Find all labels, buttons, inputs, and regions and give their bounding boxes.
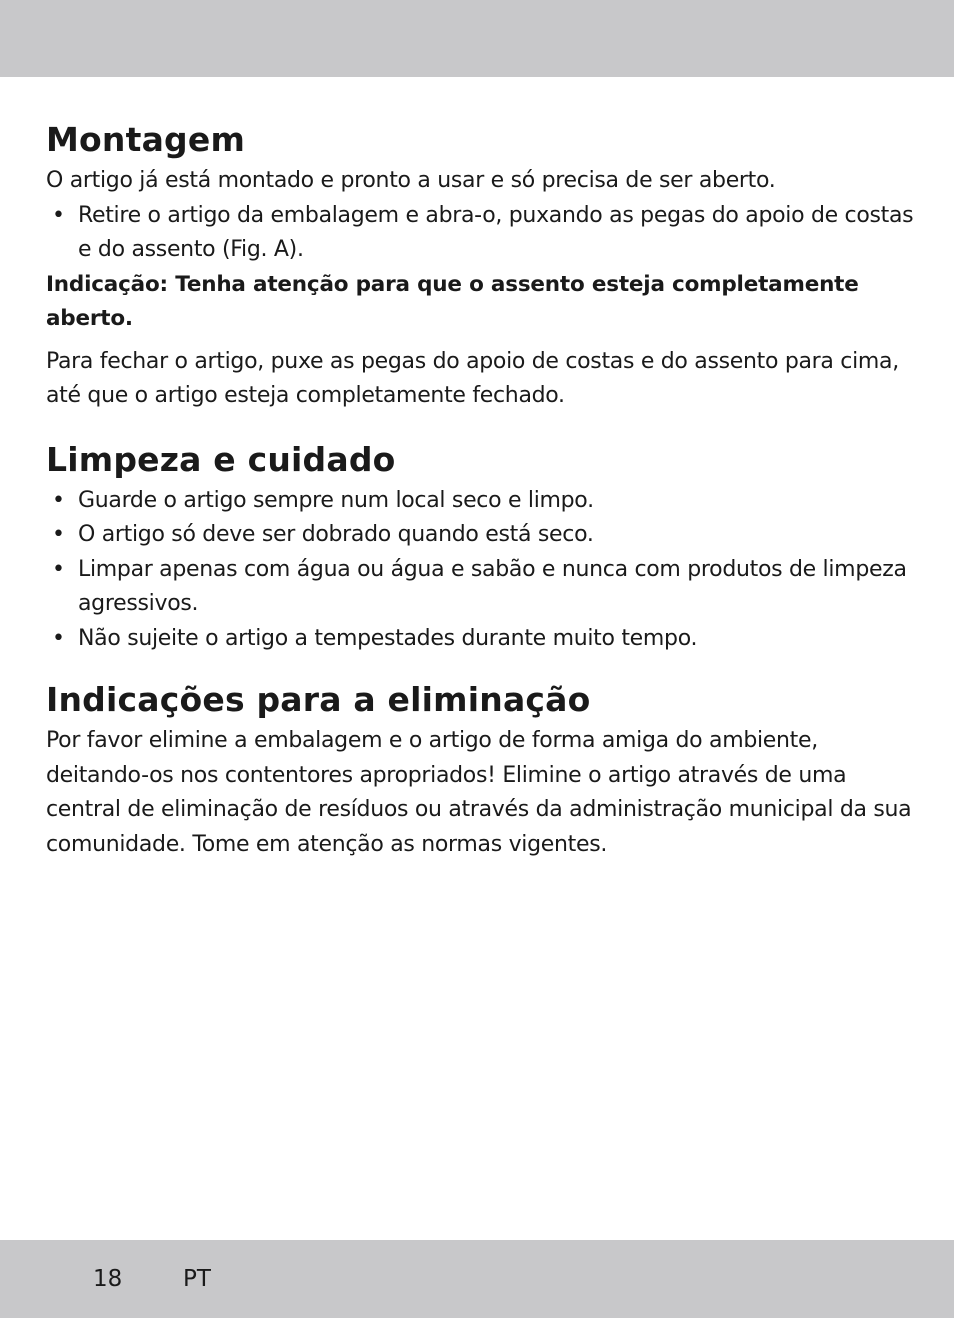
list-item: • Retire o artigo da embalagem e abra-o, puxando as pegas do apoio de costas e do assento (Fig. A). xyxy=(46,199,916,268)
list-item: • O artigo só deve ser dobrado quando está seco. xyxy=(46,518,916,553)
section-montagem xyxy=(46,118,916,414)
page-number: 18 xyxy=(93,1266,123,1292)
montagem-closing: Para fechar o artigo, puxe as pegas do apoio de costas e do assento para cima, até que o artigo esteja completamente fechado. xyxy=(46,348,899,408)
section-limpeza xyxy=(46,438,916,657)
language-code: PT xyxy=(183,1266,211,1292)
list-item: • Limpar apenas com água ou água e sabão e nunca com produtos de limpeza agressivos. xyxy=(46,553,916,622)
list-item: • Não sujeite o artigo a tempestades durante muito tempo. xyxy=(46,622,916,657)
header-band xyxy=(0,0,954,77)
montagem-intro: O artigo já está montado e pronto a usar e só precisa de ser aberto. xyxy=(46,168,776,193)
montagem-bullet-list xyxy=(46,199,916,268)
page-content xyxy=(46,118,916,862)
footer-band xyxy=(0,1240,954,1318)
heading-limpeza: Limpeza e cuidado xyxy=(46,439,396,479)
montagem-note: Indicação: Tenha atenção para que o assento esteja completamente aberto. xyxy=(46,271,859,331)
limpeza-bullet-list xyxy=(46,484,916,657)
eliminacao-body: Por favor elimine a embalagem e o artigo de forma amiga do ambiente, deitando-os nos contentores apropriados! Elimine o artigo através de uma central de eliminação de resíduos ou através da administração municipal da sua comunidade. Tome em atenção as normas vigentes. xyxy=(46,728,912,857)
heading-montagem: Montagem xyxy=(46,120,246,159)
list-item: • Guarde o artigo sempre num local seco e limpo. xyxy=(46,484,916,519)
section-eliminacao xyxy=(46,678,916,862)
heading-eliminacao: Indicações para a eliminação xyxy=(46,680,591,719)
